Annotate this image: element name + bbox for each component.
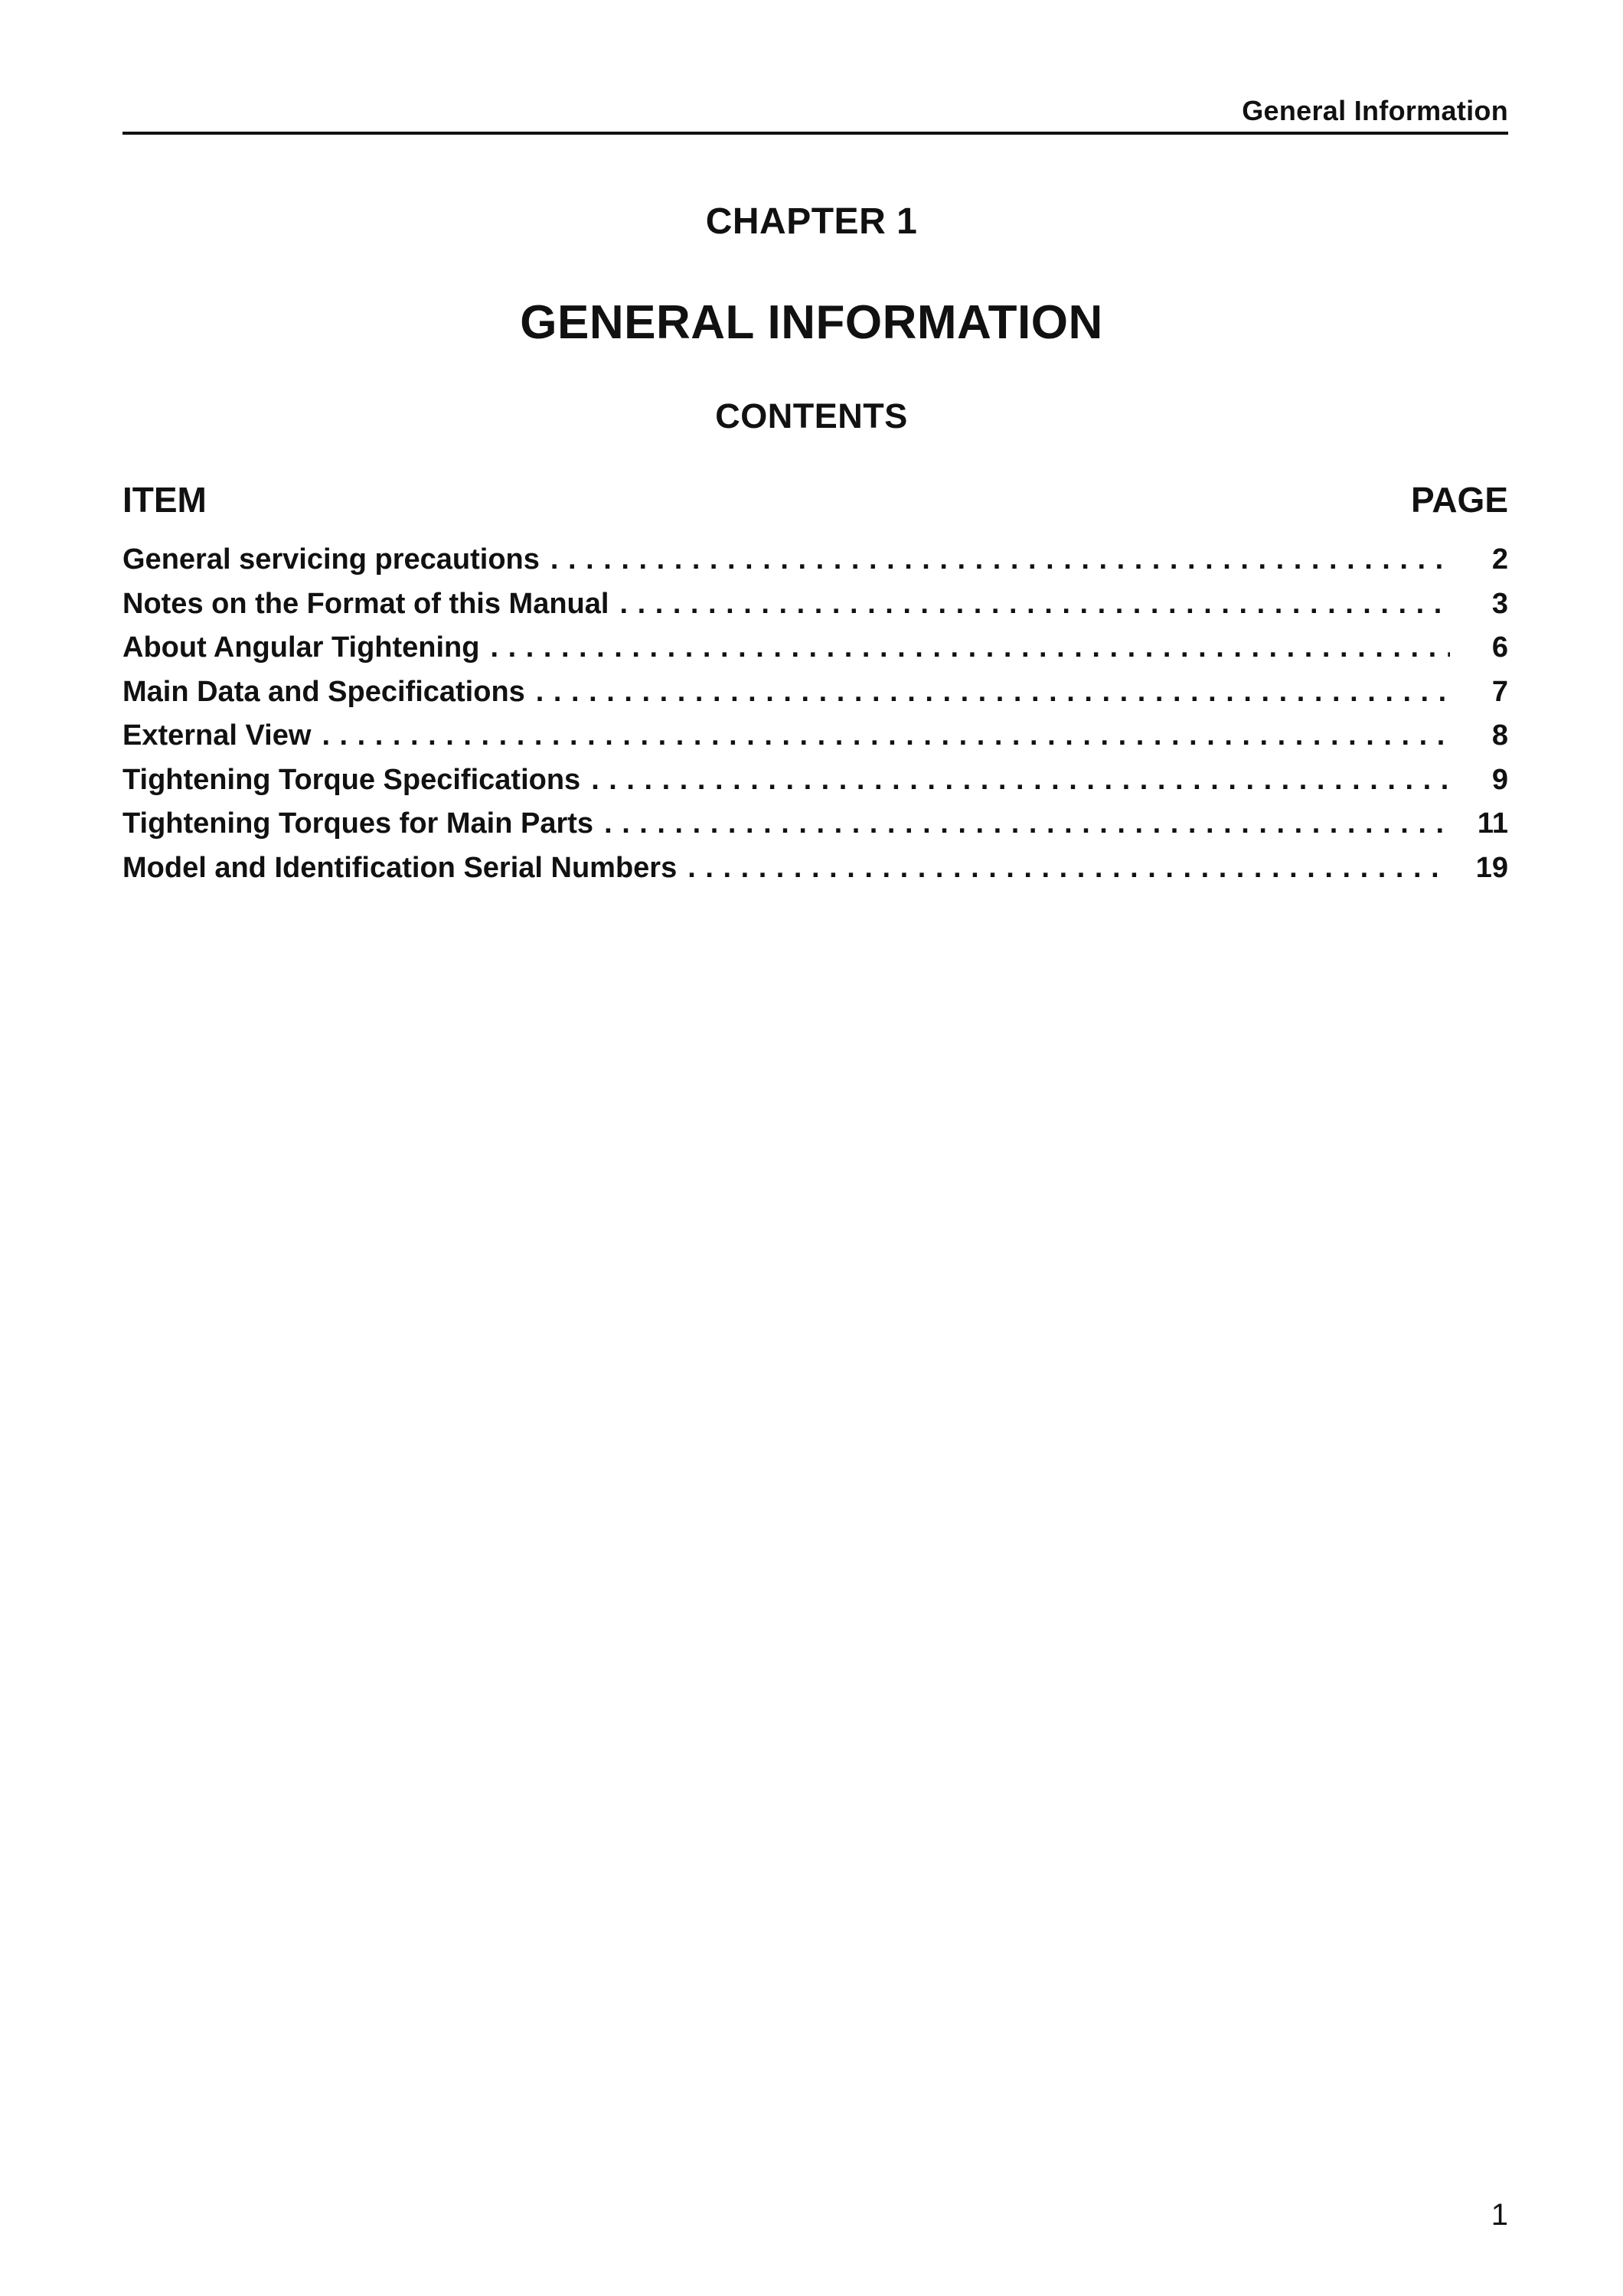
toc-entry[interactable] [122,852,1508,896]
chapter-title: GENERAL INFORMATION [520,296,1103,349]
contents-title: CONTENTS [715,396,908,435]
toc-entry-label: External View [122,719,312,752]
toc-entry-page: 6 [1491,631,1508,664]
chapter-label: CHAPTER 1 [705,201,918,242]
toc-entry[interactable] [122,764,1508,808]
toc-entry-page: 3 [1491,587,1508,620]
toc-column-headers [122,479,1508,525]
toc-entry[interactable] [122,631,1508,676]
toc-entry[interactable] [122,543,1508,588]
toc-entry-label: Tightening Torque Specifications [122,763,581,796]
toc-entry-label: Tightening Torques for Main Parts [122,807,594,840]
toc-entry-label: About Angular Tightening [122,631,480,664]
running-header-title: General Information [1242,95,1508,126]
toc-entry-page: 19 [1475,851,1508,884]
toc-entry-page: 7 [1491,675,1508,708]
toc-entry[interactable] [122,588,1508,632]
toc-entry[interactable] [122,807,1508,852]
toc-entry[interactable] [122,719,1508,764]
toc-dot-leader [490,631,1450,664]
toc-entry-label: Notes on the Format of this Manual [122,587,609,620]
toc-item-header: ITEM [122,480,207,520]
toc-dot-leader [591,764,1450,797]
toc-entry-label: Model and Identification Serial Numbers [122,851,678,884]
toc-entry-page: 2 [1491,543,1508,576]
toc-dot-leader [604,807,1450,840]
toc-entry-label: Main Data and Specifications [122,675,525,708]
toc-entry-page: 9 [1491,763,1508,796]
toc-dot-leader [619,588,1450,621]
toc-dot-leader [322,719,1450,752]
toc-dot-leader [687,852,1450,885]
toc-page-header: PAGE [1411,480,1508,520]
toc-entry-label: General servicing precautions [122,543,540,576]
toc-entry[interactable] [122,676,1508,720]
toc-list [122,543,1508,895]
toc-dot-leader [536,676,1450,709]
toc-entry-page: 8 [1491,719,1508,752]
page-number: 1 [1491,2198,1508,2232]
toc-entry-page: 11 [1477,807,1508,840]
toc-dot-leader [550,543,1450,576]
running-header [122,92,1508,135]
